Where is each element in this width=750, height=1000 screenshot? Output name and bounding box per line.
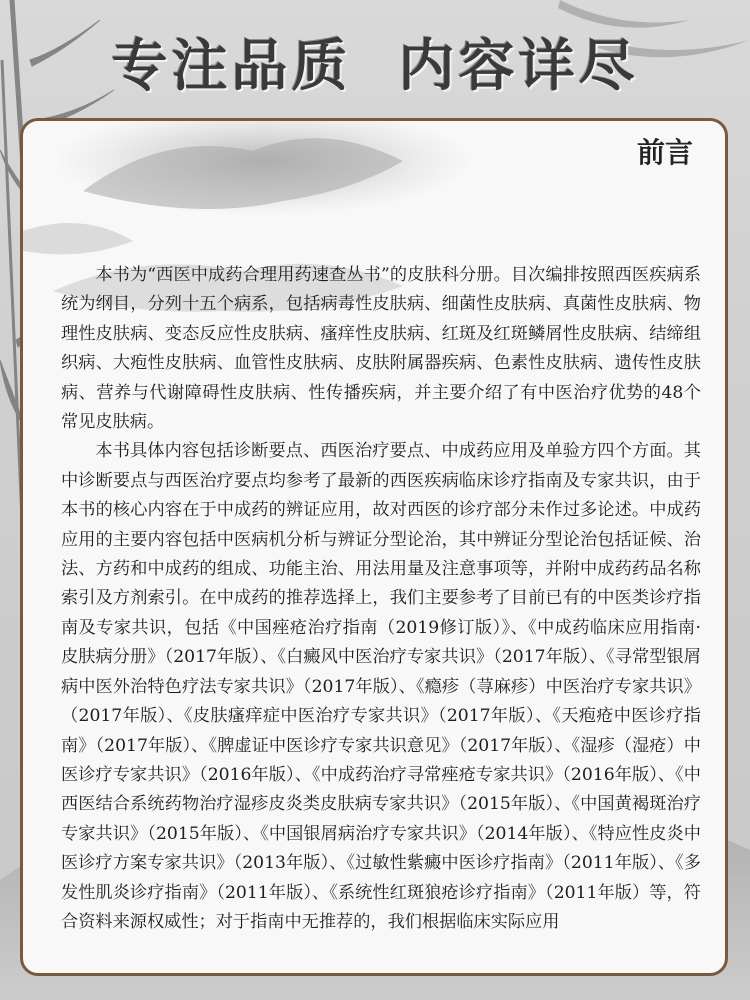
paragraph: 本书为“西医中成药合理用药速查丛书”的皮肤科分册。目次编排按照西医疾病系统为纲目，分列十五个病系，包括病毒性皮肤病、细菌性皮肤病、真菌性皮肤病、物理性皮肤病、变态反应性皮肤病、瘙痒性皮肤病、红斑及红斑鳞屑性皮肤病、结缔组织病、大疱性皮肤病、血管性皮肤病、皮肤附属器疾病、色素性皮肤病、遗传性皮肤病、营养与代谢障碍性皮肤病、性传播疾病，并主要介绍了有中医治疗优势的48个常见皮肤病。 <box>61 265 701 433</box>
preface-body <box>61 261 701 937</box>
headline: 专注品质 内容详尽 <box>111 33 639 99</box>
preface-panel <box>20 118 728 976</box>
paragraph: 本书具体内容包括诊断要点、西医治疗要点、中成药应用及单验方四个方面。其中诊断要点与西医治疗要点均参考了最新的西医疾病临床诊疗指南及专家共识，由于本书的核心内容在于中成药的辨证应用，故对西医的诊疗部分未作过多论述。中成药应用的主要内容包括中医病机分析与辨证分型论治，其中辨证分型论治包括证候、治法、方药和中成药的组成、功能主治、用法用量及注意事项等，并附中成药药品名称索引及方剂索引。在中成药的推荐选择上，我们主要参考了目前已有的中医类诊疗指南及专家共识，包括《中国痤疮治疗指南（2019修订版）》、《中成药临床应用指南·皮肤病分册》（2017年版）、《白癜风中医治疗专家共识》（2017年版）、《寻常型银屑病中医外治特色疗法专家共识》（2017年版）、《瘾疹（荨麻疹）中医治疗专家共识》（2017年版）、《皮肤瘙痒症中医治疗专家共识》（2017年版）、《天疱疮中医诊疗指南》（2017年版）、《脾虚证中医诊疗专家共识意见》（2017年版）、《湿疹（湿疮）中医诊疗专家共识》（2016年版）、《中成药治疗寻常痤疮专家共识》（2016年版）、《中西医结合系统药物治疗湿疹皮炎类皮肤病专家共识》（2015年版）、《中国黄褐斑治疗专家共识》（2015年版）、《中国银屑病治疗专家共识》（2014年版）、《特应性皮炎中医诊疗方案专家共识》（2013年版）、《过敏性紫癜中医诊疗指南》（2011年版）、《多发性肌炎诊疗指南》（2011年版）、《系统性红斑狼疮诊疗指南》（2011年版）等，符合资料来源权威性；对于指南中无推荐的，我们根据临床实际应用 <box>61 441 701 932</box>
preface-title: 前言 <box>636 136 693 169</box>
